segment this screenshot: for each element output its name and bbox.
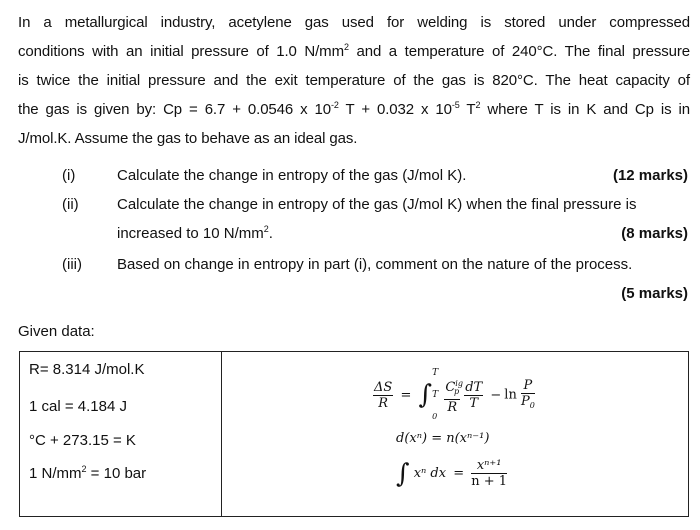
question-number: (ii) <box>62 196 79 213</box>
cp-over-r: $\frac{C^{ig}_p}{R}$ <box>444 376 460 415</box>
entropy-formula: $\frac{\Delta S}{R}$ = ∫ T T 0 $\frac{C^{ig}_p}{R}$ $\frac{dT}{T}$ − ln $\frac{P}{P_0}$ <box>373 362 535 428</box>
intro-line-1: In a metallurgical industry, acetylene gas used for welding is stored under compressed <box>18 14 690 31</box>
given-pressure-conversion: 1 $N/mm^2 = 10$ bar <box>29 464 147 482</box>
question-marks: (8 marks) <box>621 225 688 242</box>
given-data-label: Given data: <box>18 323 95 340</box>
question-marks: (12 marks) <box>612 167 688 184</box>
question-text: Calculate the change in entropy of the gas (J/mol K) when the final pressure is <box>117 196 637 213</box>
table-divider <box>221 352 222 516</box>
intro-line-2: conditions with an initial pressure of 1.0 $N/mm^2$ and a temperature of 240°C. The final pressure <box>18 42 690 60</box>
given-cal-conversion: 1 cal = 4.184 J <box>29 398 127 415</box>
ds-over-r: $\frac{\Delta S}{R}$ <box>374 379 393 411</box>
question-text: Calculate the change in entropy of the gas (J/mol K). <box>117 167 467 184</box>
problem-statement <box>18 8 690 153</box>
integral-sign: ∫ <box>396 458 410 489</box>
integral-limits: T T 0 <box>432 368 439 421</box>
intro-line-3: is twice the initial pressure and the exit temperature of the gas is 820°C. The heat capacity of <box>18 72 690 89</box>
intro-line-4: the gas is given by: Cp = 6.7 + 0.0546 x $10^{-2}$ T + 0.032 x $10^{-5}$ $T^2$ where T is in K and Cp is in <box>18 100 690 118</box>
question-number: (iii) <box>62 256 82 273</box>
derivative-formula: d(xⁿ) = n(xⁿ⁻¹) <box>396 431 490 446</box>
power-rule-fraction: $\frac{\text{xⁿ⁺¹}}{n + 1}$ <box>471 458 508 489</box>
intro-line-5: J/mol.K. Assume the gas to behave as an ideal gas. <box>18 130 358 147</box>
given-gas-constant: R= 8.314 J/mol.K <box>29 361 145 378</box>
integral-sign: ∫ <box>418 380 433 410</box>
question-text-continued: increased to 10 $N/mm^2$. <box>117 224 273 242</box>
question-number: (i) <box>62 167 76 184</box>
question-marks: (5 marks) <box>621 285 688 302</box>
given-temperature-conversion: °C + 273.15 = K <box>29 432 136 449</box>
given-data-table <box>19 351 689 517</box>
question-text: Based on change in entropy in part (i), comment on the nature of the process. <box>117 256 633 273</box>
power-rule-formula: ∫ xⁿ dx = $\frac{\text{xⁿ⁺¹}}{n + 1}$ <box>396 458 508 489</box>
p-over-p0: $\frac{P}{P_0}$ <box>520 377 535 410</box>
dt-over-t: $\frac{dT}{T}$ <box>465 379 483 411</box>
